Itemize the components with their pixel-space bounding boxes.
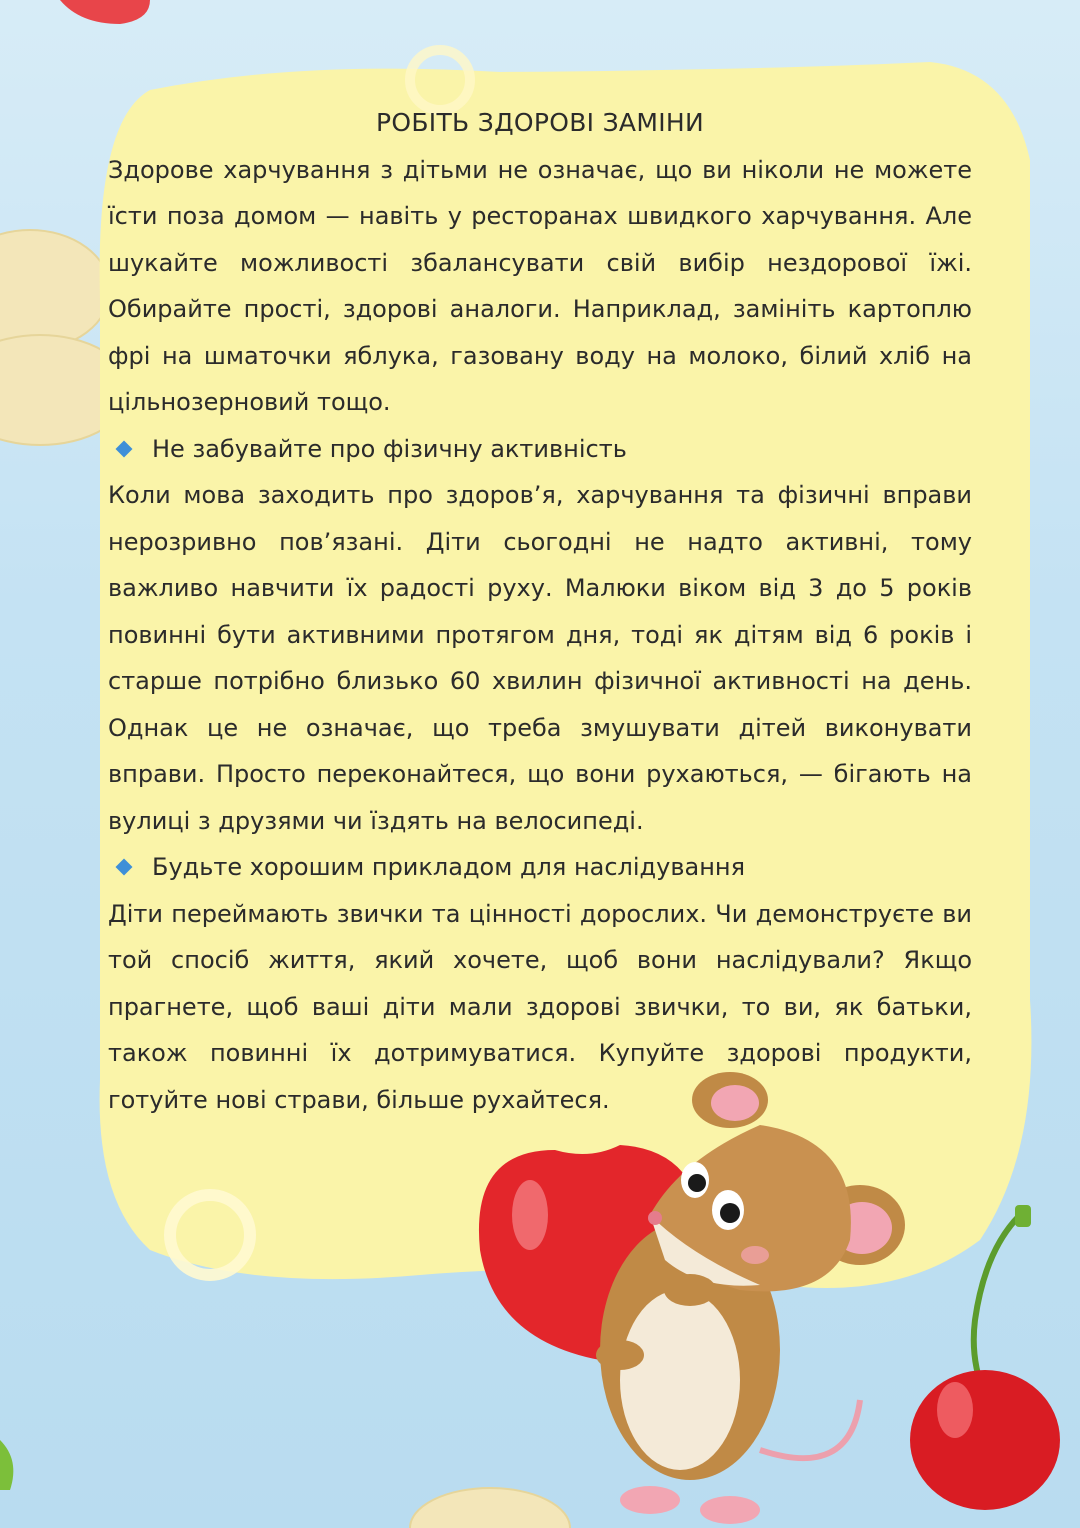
- section-heading-text: Будьте хорошим прикладом для наслідування: [152, 853, 746, 881]
- page-title: РОБІТЬ ЗДОРОВІ ЗАМІНИ: [376, 108, 704, 137]
- physical-activity-paragraph: Коли мова заходить про здоров’я, харчування та фізичні вправи нерозривно пов’язані. Діти сьогодні не надто активні, тому важливо навчити їх радості руху. Малюки віком від 3 до 5 років повинні бути активними протягом дня, тоді як дітям від 6 років і старше потрібно близько 60 хвилин фізичної активності на день. Однак це не означає, що треба змушувати дітей виконувати вправи. Просто переконайтеся, що вони рухаються, — бігають на вулиці з друзями чи їздять на велосипеді.: [108, 481, 972, 835]
- banana-slice-bottom: [410, 1488, 570, 1528]
- leaf-bottom-left: [0, 1440, 13, 1490]
- top-red-fruit-piece: [60, 0, 150, 24]
- diamond-bullet-icon: [116, 859, 133, 876]
- intro-paragraph: Здорове харчування з дітьми не означає, що ви ніколи не можете їсти поза домом — навіть у ресторанах швидкого харчування. Але шукайте можливості збалансувати свій вибір нездорової їжі. Обирайте прості, здорові аналоги. Наприклад, замініть картоплю фрі на шматочки яблука, газовану воду на молоко, білий хліб на цільнозерновий тощо.: [108, 155, 972, 416]
- section-heading-text: Не забувайте про фізичну активність: [152, 434, 627, 463]
- article: [108, 100, 972, 1123]
- role-model-paragraph: Діти переймають звички та цінності дорослих. Чи демонструєте ви той спосіб життя, який хочете, щоб вони наслідували? Якщо прагнете, щоб ваші діти мали здорові звички, то ви, як батьки, також повинні їх дотримуватися. Купуйте здорові продукти, готуйте нові страви, більше рухайтеся.: [108, 899, 972, 1114]
- section-heading-physical-activity: [108, 426, 972, 473]
- section-heading-role-model: [108, 844, 972, 891]
- diamond-bullet-icon: [116, 440, 133, 457]
